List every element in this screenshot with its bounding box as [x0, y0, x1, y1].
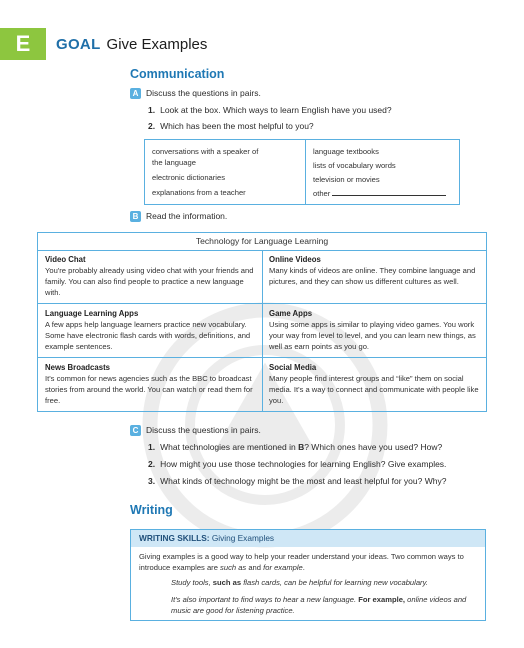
- method-item: television or movies: [313, 175, 380, 184]
- table-column-divider: [262, 251, 263, 411]
- cell-title: Social Media: [269, 363, 317, 372]
- table-cell-game-apps: [269, 308, 481, 352]
- method-item: other: [313, 189, 331, 198]
- question-number: 2.: [148, 121, 156, 131]
- table-cell-news-broadcasts: [45, 362, 257, 406]
- method-other: [313, 188, 455, 199]
- method-item: electronic dictionaries: [152, 173, 226, 182]
- cell-body: A few apps help language learners practice new vocabulary. Some have electronic flash cards with words, definitions, and example sentences.: [45, 320, 251, 351]
- example-sentence-1: [171, 577, 477, 588]
- question-a2: [148, 121, 314, 131]
- learning-methods-box: [144, 139, 460, 205]
- example-text: Study tools,: [171, 578, 213, 587]
- cell-title: News Broadcasts: [45, 363, 111, 372]
- example-text: online videos and music are good for listening practice.: [171, 595, 467, 615]
- cell-title: Language Learning Apps: [45, 309, 139, 318]
- methods-left-column: [152, 146, 300, 198]
- cell-body: Using some apps is similar to playing video games. You work your way from level to level, and you can learn new things, as well as earn points as you go.: [269, 320, 476, 351]
- section-letter-badge: E: [0, 28, 46, 60]
- activity-c-letter: C: [130, 425, 141, 436]
- methods-right-column: [313, 146, 455, 199]
- writing-skills-box: [130, 529, 486, 621]
- activity-b-instruction: [130, 211, 227, 222]
- method-item: conversations with a speaker of the language: [152, 147, 259, 167]
- intro-for-example: for example: [263, 563, 303, 572]
- table-cell-social-media: [269, 362, 481, 406]
- method-item: explanations from a teacher: [152, 188, 246, 197]
- method-item: lists of vocabulary words: [313, 161, 396, 170]
- question-a1: [148, 105, 392, 115]
- activity-a-text: Discuss the questions in pairs.: [146, 88, 261, 98]
- method-item: language textbooks: [313, 147, 379, 156]
- write-in-line[interactable]: [332, 195, 446, 196]
- cell-title: Game Apps: [269, 309, 313, 318]
- table-title: Technology for Language Learning: [38, 233, 486, 251]
- question-text: What kinds of technology might be the most and least helpful for you? Why?: [160, 476, 447, 486]
- goal-label: GOAL: [56, 36, 101, 53]
- goal-heading: [56, 36, 207, 53]
- table-row-divider: [38, 303, 486, 304]
- example-text: flash cards, can be helpful for learning new vocabulary.: [241, 578, 428, 587]
- question-number: 1.: [148, 442, 156, 452]
- skills-title: Giving Examples: [211, 533, 275, 543]
- writing-intro: [139, 551, 479, 573]
- box-divider: [305, 140, 306, 204]
- table-cell-online-videos: [269, 254, 481, 287]
- question-c3: [148, 476, 446, 486]
- question-text: How might you use those technologies for learning English? Give examples.: [160, 459, 447, 469]
- cell-body: You're probably already using video chat with your friends and family. You can also find people to practice a new language with.: [45, 266, 254, 297]
- question-text: ? Which ones have you used? How?: [304, 442, 443, 452]
- writing-skills-header: [131, 530, 485, 547]
- table-row-divider: [38, 357, 486, 358]
- communication-heading: Communication: [130, 67, 225, 81]
- table-cell-video-chat: [45, 254, 257, 298]
- question-c1: [148, 442, 442, 452]
- table-cell-language-apps: [45, 308, 257, 352]
- question-text: Which has been the most helpful to you?: [160, 121, 314, 131]
- question-ref: B: [298, 442, 305, 452]
- activity-b-letter: B: [130, 211, 141, 222]
- intro-end: .: [302, 563, 305, 572]
- writing-heading: Writing: [130, 503, 173, 517]
- cell-body: Many people find interest groups and “like” them on social media. It's a way to connect and communicate with people like you.: [269, 374, 479, 405]
- question-number: 2.: [148, 459, 156, 469]
- activity-c-instruction: [130, 425, 261, 436]
- example-keyword: For example,: [358, 595, 406, 604]
- example-sentence-2: [171, 594, 477, 616]
- intro-and: and: [246, 563, 264, 572]
- intro-text: Giving examples is a good way to help your reader understand your ideas. Two common ways to introduce examples are: [139, 552, 464, 572]
- question-number: 1.: [148, 105, 156, 115]
- question-number: 3.: [148, 476, 156, 486]
- cell-title: Online Videos: [269, 255, 321, 264]
- question-c2: [148, 459, 446, 469]
- example-keyword: such as: [212, 578, 242, 587]
- cell-body: Many kinds of videos are online. They combine language and pictures, and they can show us different cultures as well.: [269, 266, 476, 286]
- question-text: What technologies are mentioned in: [160, 442, 299, 452]
- question-text: Look at the box. Which ways to learn English have you used?: [160, 105, 392, 115]
- skills-label: WRITING SKILLS:: [139, 533, 210, 543]
- cell-body: It's common for news agencies such as the BBC to broadcast stories from around the world. You can watch or read them for free.: [45, 374, 253, 405]
- activity-a-instruction: [130, 88, 261, 99]
- intro-such-as: such as: [220, 563, 247, 572]
- technology-table: [37, 232, 487, 412]
- activity-b-text: Read the information.: [146, 211, 228, 221]
- activity-a-letter: A: [130, 88, 141, 99]
- cell-title: Video Chat: [45, 255, 86, 264]
- goal-title: Give Examples: [106, 36, 208, 53]
- activity-c-text: Discuss the questions in pairs.: [146, 425, 261, 435]
- example-text: It's also important to find ways to hear a new language.: [171, 595, 359, 604]
